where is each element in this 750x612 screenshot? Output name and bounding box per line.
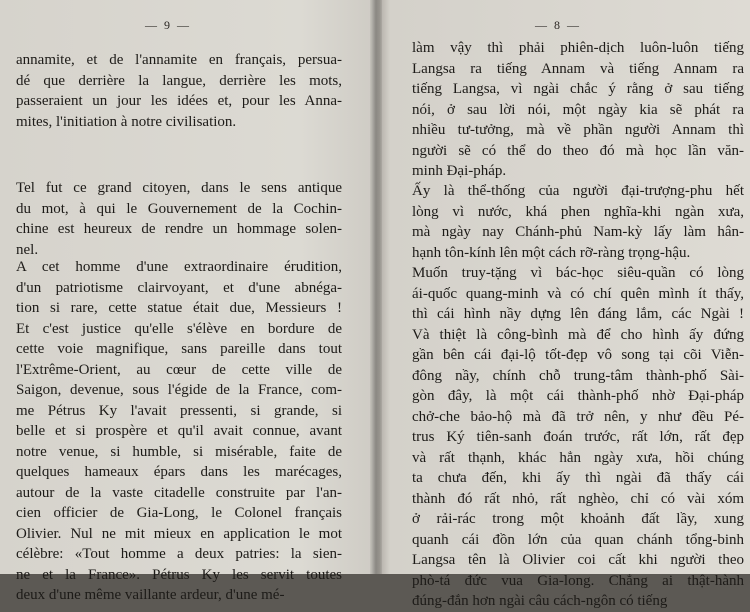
- text-line: hạnh tôn-kính lên một cách rỡ-ràng trọng-hậu.: [412, 244, 691, 261]
- text-line: célèbre: «Tout homme a deux patries: la sien-: [16, 546, 342, 562]
- text-line: tion si rare, cette statue était due, Messieurs !: [16, 300, 342, 316]
- text-line: dé que derrière la langue, derrière les mots,: [16, 72, 342, 89]
- text-line: chine est heureux de rendre un hommage solen-: [16, 221, 342, 237]
- text-line: du mot, à qui le Gouvernement de la Cochin-: [16, 200, 342, 217]
- text-line: gần bên cái đại-lộ tốt-đẹp vô song tại cõi Viễn-: [412, 347, 744, 363]
- right-page: [380, 0, 750, 609]
- text-line: Và thiệt là công-bình mà để cho hình ấy đứng: [412, 326, 744, 343]
- text-line: quelques hameaux épars dans les marécages,: [16, 464, 342, 480]
- text-line: cette voie magnifique, sans pareille dans tout: [16, 341, 342, 357]
- page-number: — 8 —: [535, 18, 581, 32]
- text-line: Langsa ra tiếng Annam và tiếng Annam ra: [412, 60, 744, 77]
- text-line: notre venue, si humble, si misérable, faite de: [16, 443, 342, 460]
- paragraph: [412, 181, 744, 263]
- text-line: Langsa tên là Olivier coi cất khi người theo: [412, 552, 744, 568]
- paragraph: [412, 38, 744, 182]
- text-line: Et c'est justice qu'elle s'élève en bordure de: [16, 320, 342, 337]
- text-line: Muốn truy-tặng vì bác-học siêu-quần có lòng: [412, 265, 744, 281]
- text-line: nói, ở sau lời nói, một ngày kia sẽ phát ra: [412, 101, 744, 118]
- text-line: cien officier de Gia-Long, le Colonel français: [16, 505, 342, 521]
- left-page: [0, 0, 372, 603]
- text-line: người sẽ có thể do theo đó mà học lần văn-: [412, 142, 744, 159]
- page-number: — 9 —: [145, 18, 191, 32]
- text-line: gòn đây, là một cái thành-phố nhờ Đại-pháp: [412, 388, 744, 404]
- text-line: chở-che bảo-hộ mà đã trở nên, y như đều Pé-: [412, 408, 744, 425]
- text-line: belle et si prospère et qu'il avait connue, avant: [16, 423, 342, 439]
- text-line: quanh cái đồn lớn của quan chánh tổng-binh: [412, 531, 744, 548]
- paragraph: [16, 257, 342, 606]
- text-line: A cet homme d'une extraordinaire érudition,: [16, 259, 342, 275]
- text-line: Ấy là thể-thống của người đại-trượng-phu hết: [412, 183, 744, 199]
- text-line: ne et la France». Pétrus Ky les servit toutes: [16, 566, 342, 583]
- text-line: nhiều tư-tưởng, mà về phần người Annam thì: [412, 122, 744, 138]
- text-line: Tel fut ce grand citoyen, dans le sens antique: [16, 180, 342, 196]
- text-line: phò-tá đức vua Gia-long. Chẳng ai thật-hành: [412, 572, 744, 589]
- paragraph: [16, 50, 342, 132]
- text-line: l'Extrême-Orient, au cœur de cette ville de: [16, 361, 342, 378]
- text-line: nel.: [16, 241, 39, 258]
- text-line: me Pétrus Ky l'avait pressenti, si grande, si: [16, 402, 342, 419]
- paragraph: [412, 263, 744, 612]
- text-line: làm vậy thì phải phiên-dịch luôn-luôn tiếng: [412, 40, 744, 56]
- paragraph: [16, 178, 342, 260]
- text-line: ta chưa đến, khi ấy thì ngài đã thấy cái: [412, 470, 744, 486]
- text-line: annamite, et de l'annamite en français, persua-: [16, 52, 342, 68]
- text-line: minh Đại-pháp.: [412, 163, 507, 179]
- text-line: thì cái hình nầy dựng lên đáng lắm, các Ngài !: [412, 306, 744, 322]
- text-line: deux d'une même vaillante ardeur, d'une mé-: [16, 587, 285, 603]
- text-line: passeraient un jour les idées et, pour les Anna-: [16, 93, 342, 109]
- text-line: tiếng Langsa, vì ngài chắc ý rằng ở sau tiếng: [412, 81, 744, 97]
- text-line: thành đó rất nhỏ, rất nghèo, chỉ có vài xóm: [412, 490, 744, 507]
- text-line: trus Ký tiên-sanh đoán trước, rất lớn, rất đẹp: [412, 429, 744, 445]
- text-line: đông nầy, chính chỗ trung-tâm thành-phố Sài-: [412, 367, 744, 384]
- text-line: ở rải-rác trong một khoảnh đất lầy, xung: [412, 511, 744, 527]
- text-line: d'un patriotisme clairvoyant, et d'une abnéga-: [16, 279, 342, 296]
- text-line: ái-quốc quang-minh và có chí quên mình ít thấy,: [412, 285, 744, 302]
- text-line: mites, l'initiation à notre civilisation.: [16, 113, 237, 130]
- text-line: autour de la vaste citadelle construite par l'an-: [16, 484, 342, 501]
- text-line: Olivier. Nul ne mit mieux en application le mot: [16, 525, 342, 542]
- text-line: Saigon, devenue, sous l'égide de la France, com-: [16, 382, 342, 398]
- text-line: và rất thạnh, khác hẳn ngày xưa, hồi chúng: [412, 449, 744, 466]
- text-line: lòng vì nước, khá phen nghĩa-khi ngàn xưa,: [412, 203, 744, 220]
- text-line: mà ngày nay Chánh-phủ Nam-kỳ lấy làm hân-: [412, 224, 744, 240]
- text-line: đúng-đắn hơn ngài câu cách-ngôn có tiếng: [412, 593, 668, 609]
